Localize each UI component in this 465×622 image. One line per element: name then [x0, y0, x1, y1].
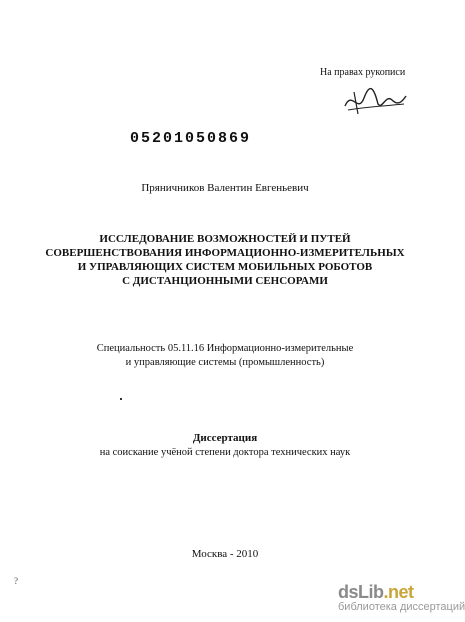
scan-speck	[120, 398, 122, 400]
author-name: Пряничников Валентин Евгеньевич	[141, 182, 309, 194]
specialty-line: и управляющие системы (промышленность)	[125, 357, 325, 368]
handwritten-margin-note	[0, 49, 53, 81]
watermark-caption: библиотека диссертаций	[338, 601, 465, 613]
title-line: СОВЕРШЕНСТВОВАНИЯ ИНФОРМАЦИОННО-ИЗМЕРИТЕЛЬНЫХ	[45, 247, 405, 259]
dissertation-heading: Диссертация	[192, 432, 258, 444]
dissertation-title	[0, 232, 450, 288]
title-line: ИССЛЕДОВАНИЕ ВОЗМОЖНОСТЕЙ И ПУТЕЙ	[99, 233, 351, 245]
document-code: 05201050869	[130, 130, 252, 147]
title-line: И УПРАВЛЯЮЩИХ СИСТЕМ МОБИЛЬНЫХ РОБОТОВ	[77, 261, 373, 273]
watermark-logo-accent: .net	[383, 582, 414, 602]
signature-icon	[340, 80, 410, 118]
watermark-logo-main: dsLib	[338, 582, 384, 602]
rights-notice: На правах рукописи	[320, 67, 406, 78]
city-year: Москва - 2010	[191, 548, 259, 560]
title-line: С ДИСТАНЦИОННЫМИ СЕНСОРАМИ	[122, 275, 328, 287]
dissertation-subtitle: на соискание учёной степени доктора технических наук	[99, 447, 351, 458]
page-mark: ?	[14, 576, 18, 586]
watermark-logo	[338, 582, 450, 603]
specialty	[0, 342, 450, 370]
specialty-line: Специальность 05.11.16 Информационно-измерительные	[96, 343, 354, 354]
watermark	[338, 582, 465, 613]
